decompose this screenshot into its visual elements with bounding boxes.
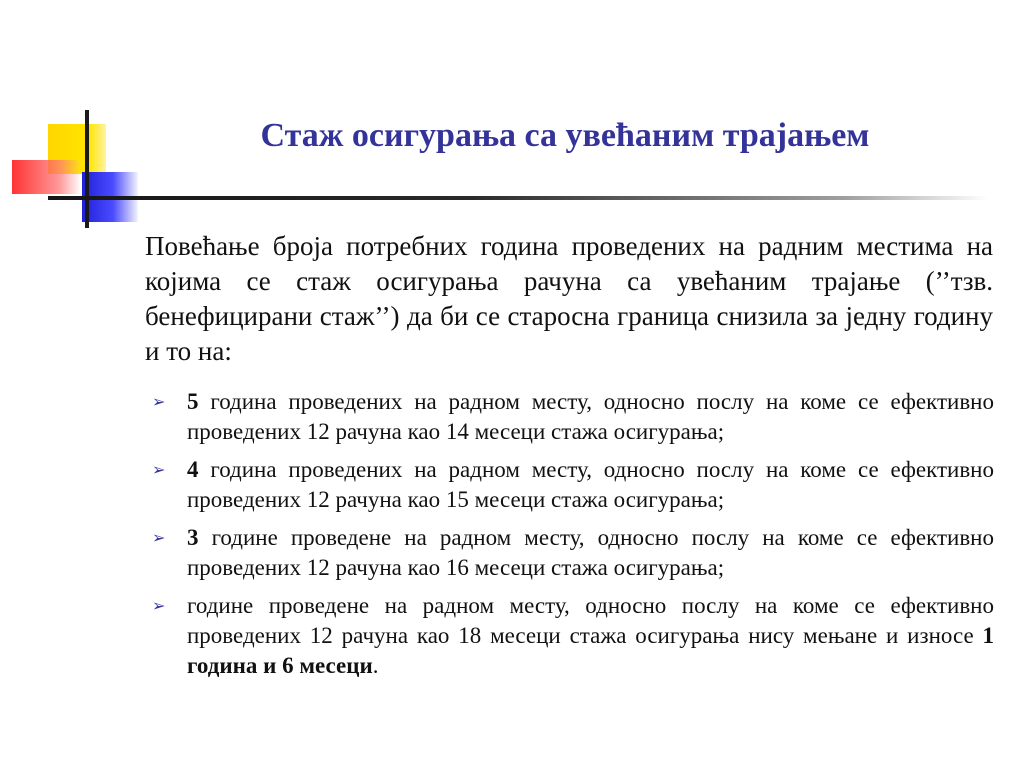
slide-title: Стаж осигурања са увећаним трајањем xyxy=(260,117,870,154)
decorative-red-bar xyxy=(12,160,80,194)
bullet-years: 5 xyxy=(187,389,199,414)
bullet-list xyxy=(152,387,994,689)
bullet-duration: 1 година и 6 месеци xyxy=(187,623,994,678)
list-item xyxy=(152,591,994,681)
bullet-years: 3 xyxy=(187,525,199,550)
bullet-end: . xyxy=(372,653,379,678)
bullet-text: године проведене на радном месту, односно послу на коме се ефективно проведених 12 рачуна као 18 месеци стажа осигурања нису мењане и износе xyxy=(187,593,994,648)
chevron-right-icon: ➢ xyxy=(152,392,166,411)
list-item xyxy=(152,455,994,515)
chevron-right-icon: ➢ xyxy=(152,460,166,479)
title-underline-divider xyxy=(48,196,988,200)
list-item xyxy=(152,523,994,583)
chevron-right-icon: ➢ xyxy=(152,528,166,547)
bullet-text: година проведених на радном месту, односно послу на коме се ефективно проведених 12 рачуна као 15 месеци стажа осигурања; xyxy=(187,457,994,512)
bullet-years: 4 xyxy=(187,457,199,482)
decorative-vertical-line xyxy=(85,110,89,228)
chevron-right-icon: ➢ xyxy=(152,596,166,615)
intro-paragraph: Повећање броја потребних година проведених на радним местима на којима се стаж осигурања рачуна са увећаним трајање (’’тзв. бенефицирани стаж’’) да би се старосна граница снизила за једну годину и то на: xyxy=(145,231,993,366)
bullet-text: године проведене на радном месту, односно послу на коме се ефективно проведених 12 рачуна као 16 месеци стажа осигурања; xyxy=(187,525,994,580)
list-item xyxy=(152,387,994,447)
bullet-text: година проведених на радном месту, односно послу на коме се ефективно проведених 12 рачуна као 14 месеци стажа осигурања; xyxy=(187,389,994,444)
